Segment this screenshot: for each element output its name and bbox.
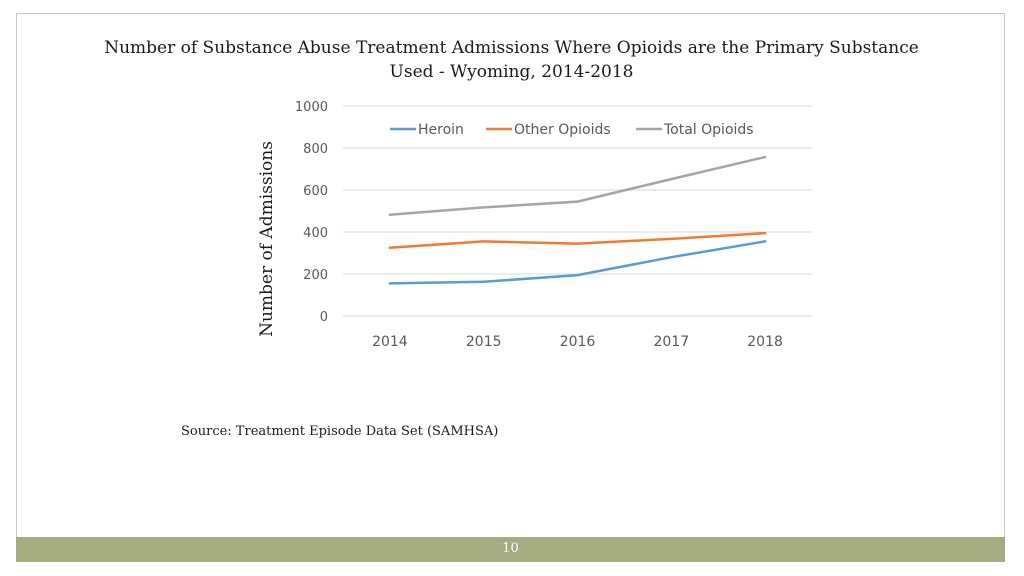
y-tick-label: 400 bbox=[303, 226, 328, 241]
legend-label-total-opioids: Total Opioids bbox=[664, 122, 754, 138]
y-tick-label: 200 bbox=[303, 268, 328, 283]
chart-title-line-1: Number of Substance Abuse Treatment Admissions Where Opioids are the Primary Substance bbox=[104, 38, 919, 58]
x-tick-label: 2014 bbox=[372, 334, 408, 350]
x-tick-label: 2016 bbox=[559, 334, 596, 350]
footer-bar bbox=[16, 537, 1005, 562]
x-tick-label: 2015 bbox=[465, 334, 502, 350]
y-tick-label: 600 bbox=[303, 184, 328, 199]
y-tick-label: 800 bbox=[303, 142, 328, 157]
series-line-heroin bbox=[390, 241, 765, 283]
y-tick-label: 0 bbox=[319, 310, 328, 325]
y-tick-label: 1000 bbox=[294, 100, 328, 115]
legend-label-heroin: Heroin bbox=[418, 122, 464, 138]
series-line-other-opioids bbox=[390, 233, 765, 248]
source-note: Source: Treatment Episode Data Set (SAMHSA) bbox=[181, 424, 499, 439]
legend-label-other-opioids: Other Opioids bbox=[514, 122, 611, 138]
page-number: 10 bbox=[502, 541, 519, 556]
chart-title-line-2: Used - Wyoming, 2014-2018 bbox=[389, 62, 634, 82]
series-line-total-opioids bbox=[390, 157, 765, 215]
x-tick-label: 2018 bbox=[747, 334, 783, 350]
x-tick-label: 2017 bbox=[653, 334, 690, 350]
y-axis-label: Number of Admissions bbox=[257, 141, 277, 337]
